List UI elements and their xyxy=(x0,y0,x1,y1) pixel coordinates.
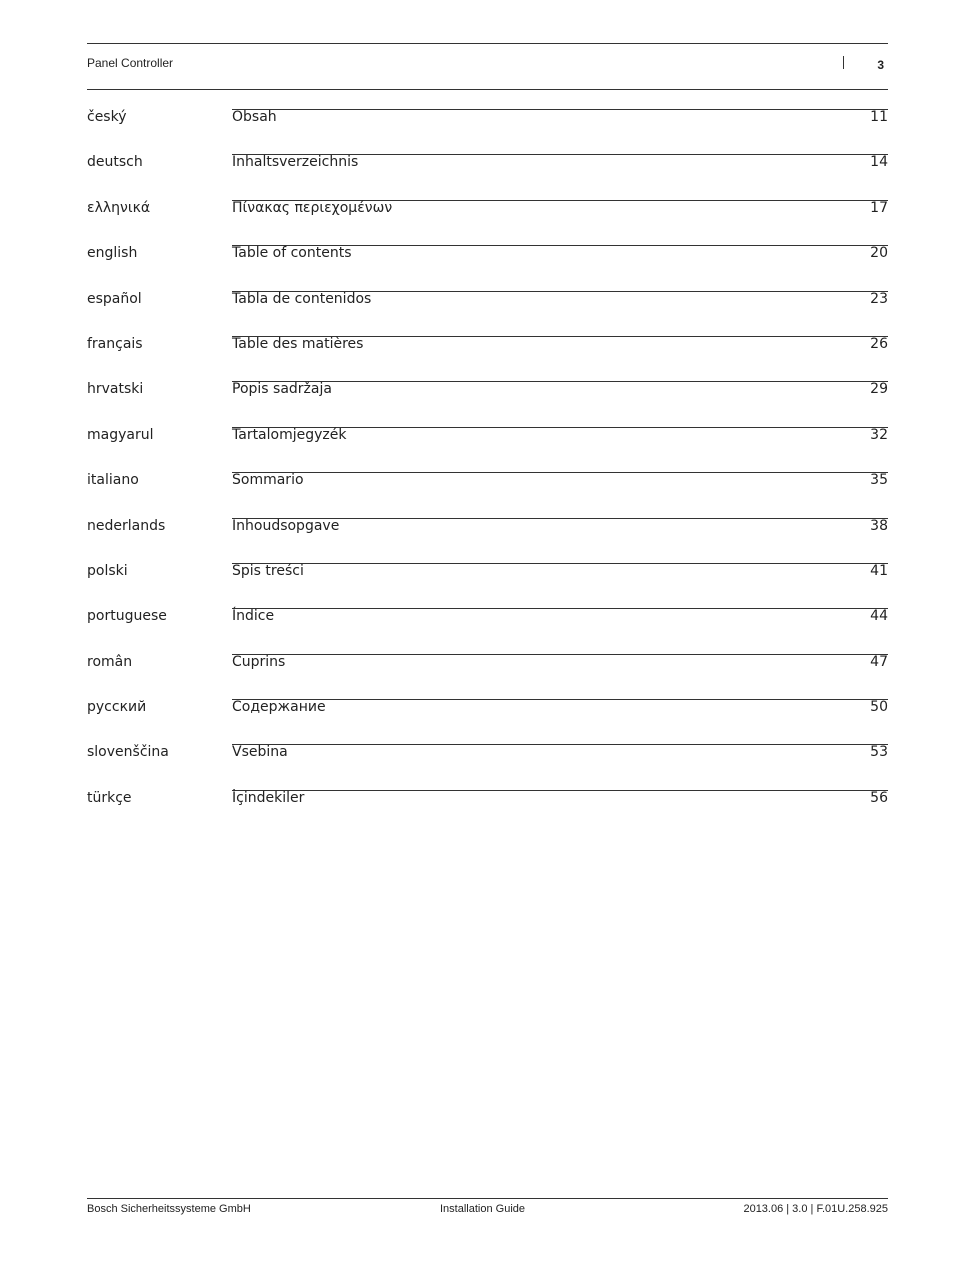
toc-row xyxy=(87,418,888,463)
header-page-number: 3 xyxy=(877,58,884,72)
toc-row xyxy=(87,554,888,599)
header-title: Panel Controller xyxy=(87,56,174,70)
toc-entry-title[interactable]: Table of contents xyxy=(232,245,352,262)
toc-entry-page[interactable]: 32 xyxy=(870,426,888,443)
toc-row xyxy=(87,236,888,281)
toc-language: portuguese xyxy=(87,608,167,625)
toc-language: nederlands xyxy=(87,517,166,534)
toc-row xyxy=(87,100,888,145)
toc-language: français xyxy=(87,335,143,352)
toc-entry-page[interactable]: 35 xyxy=(870,472,888,489)
toc-entry-page[interactable]: 47 xyxy=(870,653,888,670)
toc-language: türkçe xyxy=(87,789,132,806)
toc-entry-page[interactable]: 41 xyxy=(870,562,888,579)
toc-row xyxy=(87,735,888,780)
toc-entry-title[interactable]: Sommario xyxy=(232,472,304,489)
toc-language: italiano xyxy=(87,472,139,489)
toc-row xyxy=(87,145,888,190)
toc-row xyxy=(87,327,888,372)
toc-row xyxy=(87,463,888,508)
toc-row xyxy=(87,282,888,327)
toc-entry-title[interactable]: Inhoudsopgave xyxy=(232,517,340,534)
footer-doc-ref: 2013.06 | 3.0 | F.01U.258.925 xyxy=(743,1203,888,1215)
toc-entry-title[interactable]: İçindekiler xyxy=(232,789,305,806)
toc-entry-title[interactable]: Popis sadržaja xyxy=(232,381,332,398)
toc-language: hrvatski xyxy=(87,381,144,398)
toc-language: русский xyxy=(87,699,147,716)
toc-entry-title[interactable]: Inhaltsverzeichnis xyxy=(232,154,359,171)
toc-row xyxy=(87,690,888,735)
toc-entry-rule xyxy=(232,790,888,791)
footer-company: Bosch Sicherheitssysteme GmbH xyxy=(87,1203,251,1215)
toc-entry-rule xyxy=(232,654,888,655)
toc-entry-title[interactable]: Table des matières xyxy=(232,335,364,352)
toc-entry-title[interactable]: Tartalomjegyzék xyxy=(232,426,347,443)
toc-entry-rule xyxy=(232,744,888,745)
toc-entry-page[interactable]: 14 xyxy=(870,154,888,171)
toc-entry-rule xyxy=(232,563,888,564)
toc-entry-page[interactable]: 50 xyxy=(870,699,888,716)
header-separator xyxy=(843,56,844,69)
toc-language: magyarul xyxy=(87,426,154,443)
toc-entry-page[interactable]: 56 xyxy=(870,789,888,806)
toc-entry-rule xyxy=(232,699,888,700)
toc-entry-title[interactable]: Índice xyxy=(232,608,275,625)
toc-entry-page[interactable]: 23 xyxy=(870,290,888,307)
toc-entry-title[interactable]: Tabla de contenidos xyxy=(232,290,372,307)
toc-entry-title[interactable]: Cuprins xyxy=(232,653,286,670)
toc-language: ελληνικά xyxy=(87,199,151,216)
toc-entry-page[interactable]: 11 xyxy=(870,109,888,125)
toc-language: slovenščina xyxy=(87,744,169,761)
toc-entry-title[interactable]: Obsah xyxy=(232,109,277,125)
footer-rule xyxy=(87,1198,888,1199)
toc-entry-rule xyxy=(232,109,888,110)
toc-row xyxy=(87,372,888,417)
toc-language: deutsch xyxy=(87,154,143,171)
toc-entry-rule xyxy=(232,608,888,609)
toc-language: român xyxy=(87,653,133,670)
toc-entry-title[interactable]: Vsebina xyxy=(232,744,288,761)
toc-entry-page[interactable]: 38 xyxy=(870,517,888,534)
toc-row xyxy=(87,509,888,554)
toc-entry-page[interactable]: 26 xyxy=(870,335,888,352)
toc-language: español xyxy=(87,290,142,307)
toc-language: český xyxy=(87,109,127,125)
header-bottom-rule xyxy=(87,89,888,90)
toc-entry-title[interactable]: Содержание xyxy=(232,699,326,716)
toc-entry-page[interactable]: 44 xyxy=(870,608,888,625)
toc-entry-title[interactable]: Πίνακας περιεχομένων xyxy=(232,199,393,216)
header-top-rule xyxy=(87,43,888,44)
footer-doc-type: Installation Guide xyxy=(440,1203,525,1215)
toc-entry-page[interactable]: 20 xyxy=(870,245,888,262)
toc-entry-title[interactable]: Spis treści xyxy=(232,562,304,579)
toc-entry-rule xyxy=(232,472,888,473)
toc-row xyxy=(87,645,888,690)
toc-entry-page[interactable]: 17 xyxy=(870,199,888,216)
table-of-contents xyxy=(87,100,888,826)
toc-entry-page[interactable]: 29 xyxy=(870,381,888,398)
toc-language: polski xyxy=(87,562,128,579)
toc-row xyxy=(87,781,888,826)
toc-language: english xyxy=(87,245,138,262)
toc-entry-page[interactable]: 53 xyxy=(870,744,888,761)
toc-row xyxy=(87,599,888,644)
toc-row xyxy=(87,191,888,236)
